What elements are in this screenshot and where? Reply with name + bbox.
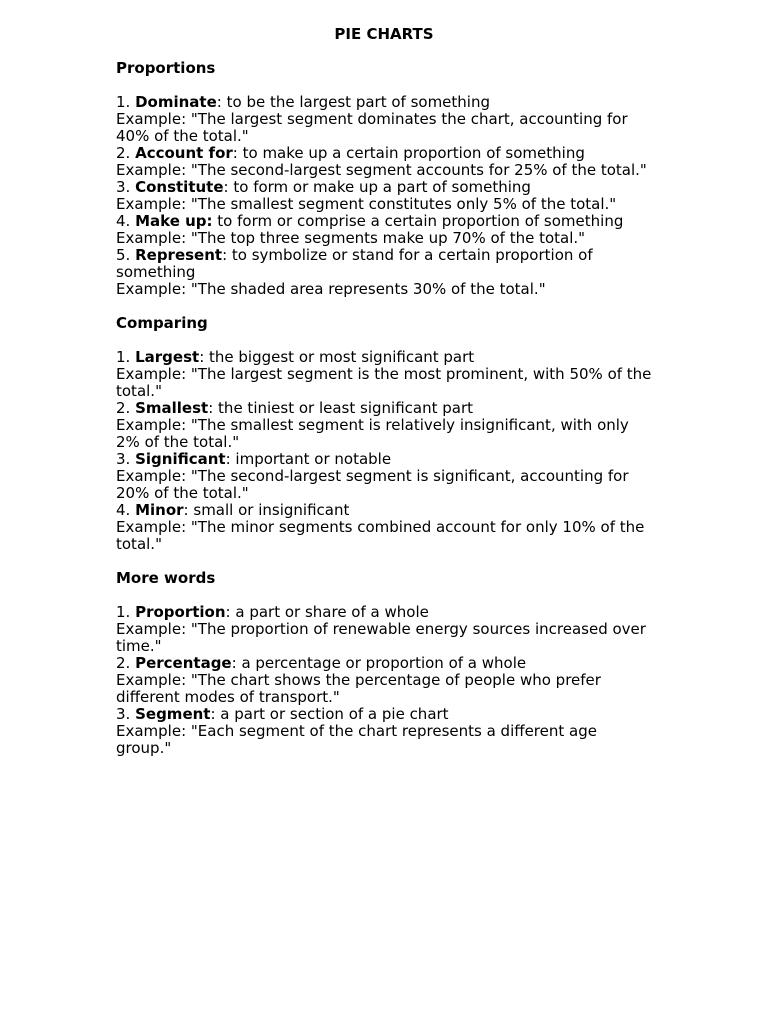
entry-example: Example: "The smallest segment is relatively insignificant, with only 2% of the total."	[116, 416, 629, 451]
entry-separator: :	[223, 178, 229, 196]
entry-definition: a percentage or proportion of a whole	[236, 654, 527, 672]
entry-definition: to form or comprise a certain proportion of something	[212, 212, 624, 230]
entry-number: 2.	[116, 144, 131, 162]
entry-term: Percentage	[135, 654, 232, 672]
entry-separator: :	[232, 144, 238, 162]
vocabulary-entry	[116, 706, 656, 757]
entry-example: Example: "The second-largest segment is significant, accounting for 20% of the total."	[116, 467, 629, 502]
entry-definition-line	[116, 179, 656, 196]
entry-definition-line	[116, 502, 656, 519]
entry-definition-line	[116, 400, 656, 417]
vocabulary-entry	[116, 179, 656, 213]
document-page	[116, 26, 656, 757]
entry-number: 1.	[116, 93, 131, 111]
entry-definition: important or notable	[230, 450, 392, 468]
entry-definition-line	[116, 451, 656, 468]
vocabulary-entry	[116, 451, 656, 502]
entry-number: 1.	[116, 348, 131, 366]
entry-separator: :	[231, 654, 237, 672]
entry-term: Make up:	[135, 212, 213, 230]
entry-separator: :	[225, 450, 231, 468]
entry-example: Example: "The second-largest segment accounts for 25% of the total."	[116, 161, 647, 179]
vocabulary-entry	[116, 349, 656, 400]
entry-term: Constitute	[135, 178, 224, 196]
vocabulary-entry	[116, 400, 656, 451]
entry-definition-line	[116, 213, 656, 230]
entry-definition-line	[116, 706, 656, 723]
entry-definition: small or insignificant	[188, 501, 350, 519]
vocabulary-entry	[116, 655, 656, 706]
entry-separator: :	[208, 399, 214, 417]
entry-term: Segment	[135, 705, 211, 723]
sections-container	[116, 60, 656, 757]
vocabulary-entry	[116, 213, 656, 247]
entry-term: Dominate	[135, 93, 217, 111]
entry-number: 2.	[116, 654, 131, 672]
entry-term: Largest	[135, 348, 200, 366]
entry-number: 1.	[116, 603, 131, 621]
entry-number: 3.	[116, 178, 131, 196]
entry-number: 4.	[116, 212, 131, 230]
entry-term: Proportion	[135, 603, 226, 621]
entry-separator: :	[183, 501, 189, 519]
entry-example: Example: "The minor segments combined account for only 10% of the total."	[116, 518, 645, 553]
entry-number: 4.	[116, 501, 131, 519]
entry-example: Example: "The chart shows the percentage of people who prefer different modes of transport."	[116, 671, 601, 706]
entry-definition-line	[116, 604, 656, 621]
entry-definition-line	[116, 247, 656, 281]
entry-example: Example: "Each segment of the chart represents a different age group."	[116, 722, 597, 757]
entry-separator: :	[225, 603, 231, 621]
entry-definition: a part or share of a whole	[230, 603, 429, 621]
entry-definition: to make up a certain proportion of something	[237, 144, 585, 162]
entry-example: Example: "The largest segment is the most prominent, with 50% of the total."	[116, 365, 652, 400]
entry-term: Significant	[135, 450, 226, 468]
section-more-words	[116, 570, 656, 757]
entry-separator: :	[216, 93, 222, 111]
entry-term: Account for	[135, 144, 233, 162]
entry-definition: the tiniest or least significant part	[213, 399, 473, 417]
vocabulary-entry	[116, 145, 656, 179]
entry-definition: to be the largest part of something	[221, 93, 490, 111]
entry-example: Example: "The shaded area represents 30% of the total."	[116, 280, 546, 298]
entry-definition: a part or section of a pie chart	[215, 705, 449, 723]
section-heading: Comparing	[116, 314, 208, 332]
entry-definition: to symbolize or stand for a certain proportion of something	[116, 246, 593, 281]
document-title: PIE CHARTS	[334, 25, 434, 43]
entry-separator: :	[222, 246, 228, 264]
entry-definition: to form or make up a part of something	[228, 178, 531, 196]
entry-definition-line	[116, 349, 656, 366]
vocabulary-entry	[116, 604, 656, 655]
entry-term: Smallest	[135, 399, 209, 417]
vocabulary-entry	[116, 502, 656, 553]
entry-definition: the biggest or most significant part	[204, 348, 475, 366]
section-heading: Proportions	[116, 59, 216, 77]
entry-example: Example: "The top three segments make up 70% of the total."	[116, 229, 586, 247]
entry-separator: :	[210, 705, 216, 723]
entry-example: Example: "The proportion of renewable energy sources increased over time."	[116, 620, 646, 655]
entry-example: Example: "The smallest segment constitutes only 5% of the total."	[116, 195, 617, 213]
entry-definition-line	[116, 94, 656, 111]
entry-number: 3.	[116, 705, 131, 723]
section-proportions	[116, 60, 656, 298]
entry-example: Example: "The largest segment dominates the chart, accounting for 40% of the total."	[116, 110, 628, 145]
entry-term: Minor	[135, 501, 184, 519]
entry-number: 5.	[116, 246, 131, 264]
entry-number: 3.	[116, 450, 131, 468]
entry-definition-line	[116, 655, 656, 672]
entry-separator: :	[199, 348, 205, 366]
entry-number: 2.	[116, 399, 131, 417]
section-comparing	[116, 315, 656, 553]
vocabulary-entry	[116, 94, 656, 145]
vocabulary-entry	[116, 247, 656, 298]
entry-term: Represent	[135, 246, 223, 264]
entry-definition-line	[116, 145, 656, 162]
section-heading: More words	[116, 569, 216, 587]
